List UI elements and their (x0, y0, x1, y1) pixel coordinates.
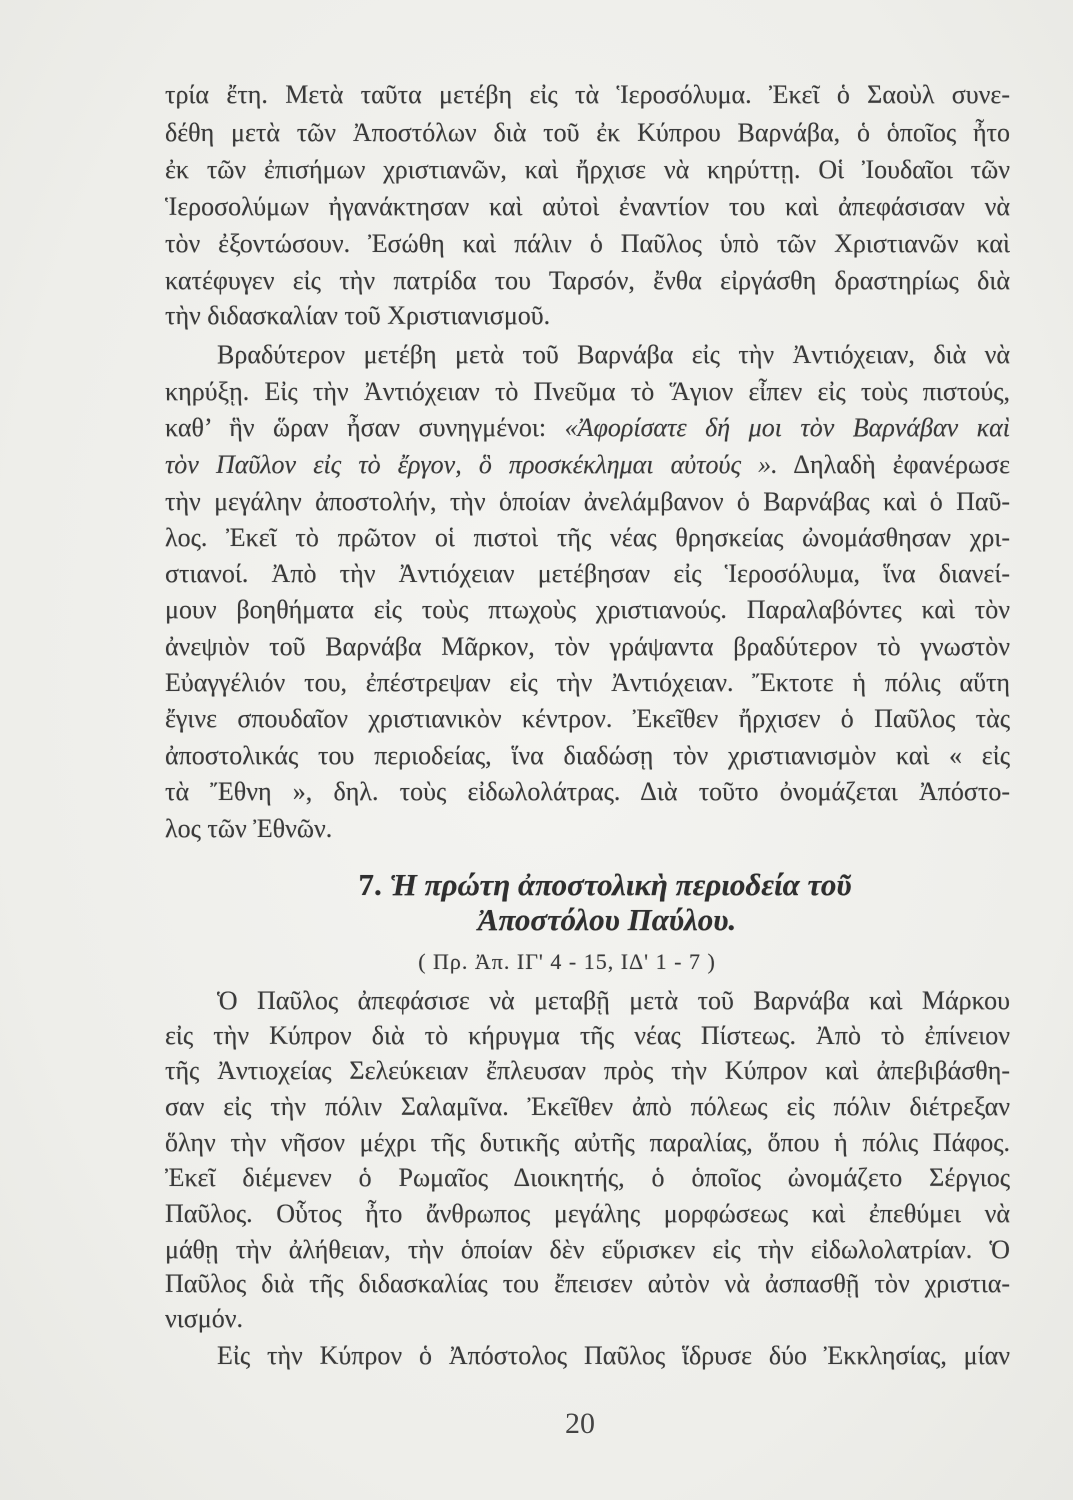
section-title-line-1: Ἡ πρώτη ἀποστολικὴ περιοδεία τοῦ (389, 867, 852, 902)
text-line: ἀνεψιὸν τοῦ Βαρνάβα Μᾶρκον, τὸν γράψαντα βραδύτερον τὸ γνωστὸν (165, 632, 1010, 661)
text-line: σαν εἰς τὴν πόλιν Σαλαμῖνα. Ἐκεῖθεν ἀπὸ πόλεως εἰς πόλιν διέτρεξαν (165, 1092, 1010, 1121)
quoted-scripture-italic: «Ἀφορίσατε δή μοι τὸν Βαρνάβαν καὶ (564, 413, 1010, 442)
text-line: λος. Ἐκεῖ τὸ πρῶτον οἱ πιστοὶ τῆς νέας θρησκείας ὠνομάσθησαν χρι- (165, 523, 1010, 552)
text-line: ἐκ τῶν ἐπισήμων χριστιανῶν, καὶ ἤρχισε νὰ κηρύττῃ. Οἱ Ἰουδαῖοι τῶν (165, 155, 1010, 184)
section-heading-continued (207, 898, 1007, 942)
text-line: Εἰς τὴν Κύπρον ὁ Ἀπόστολος Παῦλος ἵδρυσε δύο Ἐκκλησίας, μίαν (217, 1341, 1010, 1370)
text-line: ἔγινε σπουδαῖον χριστιανικὸν κέντρον. Ἐκεῖθεν ἤρχισεν ὁ Παῦλος τὰς (165, 704, 1010, 733)
text-span: καθ’ ἣν ὥραν ἦσαν συνηγμένοι: (165, 413, 565, 442)
text-line: νισμόν. (165, 1304, 243, 1333)
text-line (165, 410, 1010, 446)
quoted-scripture-italic: τὸν Παῦλον εἰς τὸ ἔργον, ὃ προσκέκλημαι αὐτούς ». (165, 450, 778, 479)
text-line: Βραδύτερον μετέβη μετὰ τοῦ Βαρνάβα εἰς τὴν Ἀντιόχειαν, διὰ νὰ (217, 340, 1010, 369)
text-line: λος τῶν Ἐθνῶν. (165, 814, 333, 843)
text-line: κηρύξῃ. Εἰς τὴν Ἀντιόχειαν τὸ Πνεῦμα τὸ Ἅγιον εἶπεν εἰς τοὺς πιστούς, (165, 377, 1010, 406)
text-line: Ἐκεῖ διέμενεν ὁ Ρωμαῖος Διοικητής, ὁ ὁποῖος ὠνομάζετο Σέργιος (165, 1163, 1010, 1192)
text-line: Παῦλος διὰ τῆς διδασκαλίας του ἔπεισεν αὐτὸν νὰ ἀσπασθῇ τὸν χριστια- (165, 1269, 1010, 1298)
text-line: Ἱεροσολύμων ἠγανάκτησαν καὶ αὐτοὶ ἐναντίον του καὶ ἀπεφάσισαν νὰ (165, 192, 1010, 221)
text-line: εἰς τὴν Κύπρον διὰ τὸ κήρυγμα τῆς νέας Πίστεως. Ἀπὸ τὸ ἐπίνειον (165, 1021, 1010, 1050)
text-line: ἀποστολικάς του περιοδείας, ἵνα διαδώσῃ τὸν χριστιανισμὸν καὶ « εἰς (165, 741, 1010, 770)
scripture-reference: ( Πρ. Ἀπ. ΙΓ' 4 - 15, ΙΔ' 1 - 7 ) (418, 949, 716, 974)
text-line: τὴν μεγάλην ἀποστολήν, τὴν ὁποίαν ἀνελάμβανον ὁ Βαρνάβας καὶ ὁ Παῦ- (165, 487, 1010, 516)
text-line: τὸν ἐξοντώσουν. Ἐσώθη καὶ πάλιν ὁ Παῦλος ὑπὸ τῶν Χριστιανῶν καὶ (165, 229, 1010, 258)
text-line: μάθῃ τὴν ἀλήθειαν, τὴν ὁποίαν δὲν εὕρισκεν εἰς τὴν εἰδωλολατρίαν. Ὁ (165, 1235, 1010, 1264)
text-line: μουν βοηθήματα εἰς τοὺς πτωχοὺς χριστιανούς. Παραλαβόντες καὶ τὸν (165, 595, 1010, 624)
text-line: τῆς Ἀντιοχείας Σελεύκειαν ἔπλευσαν πρὸς τὴν Κύπρον καὶ ἀπεβιβάσθη- (165, 1056, 1010, 1085)
text-line: τρία ἔτη. Μετὰ ταῦτα μετέβη εἰς τὰ Ἱεροσόλυμα. Ἐκεῖ ὁ Σαοὺλ συνε- (165, 80, 1010, 109)
text-line: Ὁ Παῦλος ἀπεφάσισε νὰ μεταβῇ μετὰ τοῦ Βαρνάβα καὶ Μάρκου (217, 986, 1010, 1015)
section-title-line-2: Ἀποστόλου Παύλου. (477, 902, 737, 937)
text-line: στιανοί. Ἀπὸ τὴν Ἀντιόχειαν μετέβησαν εἰς Ἱεροσόλυμα, ἵνα διανεί- (165, 559, 1010, 588)
text-line: ὅλην τὴν νῆσον μέχρι τῆς δυτικῆς αὐτῆς παραλίας, ὅπου ἡ πόλις Πάφος. (165, 1128, 1010, 1157)
text-line: Παῦλος. Οὗτος ἦτο ἄνθρωπος μεγάλης μορφώσεως καὶ ἐπεθύμει νὰ (165, 1199, 1010, 1228)
text-span: Δηλαδὴ ἐφανέρωσε (777, 450, 1010, 479)
text-line: τὴν διδασκαλίαν τοῦ Χριστιανισμοῦ. (165, 301, 551, 330)
text-line: τὰ Ἔθνη », δηλ. τοὺς εἰδωλολάτρας. Διὰ τοῦτο ὀνομάζεται Ἀπόστο- (165, 777, 1010, 806)
text-line: Εὐαγγέλιόν του, ἐπέστρεψαν εἰς τὴν Ἀντιόχειαν. Ἔκτοτε ἡ πόλις αὕτη (165, 668, 1010, 697)
section-number: 7. (358, 867, 382, 902)
text-line: δέθη μετὰ τῶν Ἀποστόλων διὰ τοῦ ἐκ Κύπρου Βαρνάβα, ὁ ὁποῖος ἦτο (165, 118, 1010, 147)
page-number: 20 (565, 1407, 595, 1440)
text-line (165, 447, 1010, 483)
text-line: κατέφυγεν εἰς τὴν πατρίδα του Ταρσόν, ἔνθα εἰργάσθη δραστηρίως διὰ (165, 266, 1010, 295)
